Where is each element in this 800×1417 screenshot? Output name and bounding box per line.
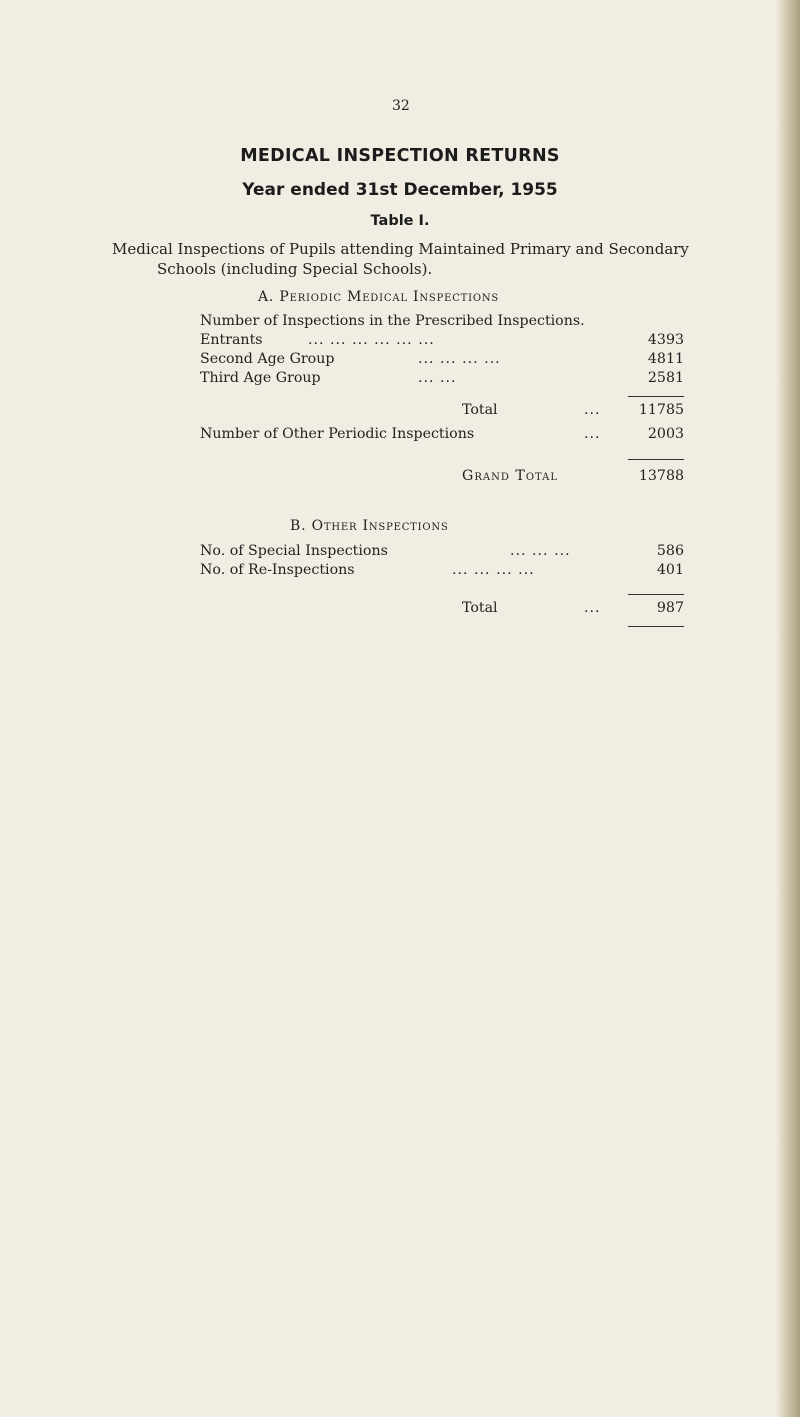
document-title: MEDICAL INSPECTION RETURNS bbox=[240, 146, 560, 166]
table-row bbox=[200, 560, 684, 580]
total-row bbox=[200, 598, 684, 618]
subtotal-rule bbox=[628, 396, 684, 397]
document-subtitle: Year ended 31st December, 1955 bbox=[242, 180, 558, 200]
dot-leader: ... bbox=[584, 402, 601, 418]
row-value: 4393 bbox=[647, 332, 684, 348]
dot-leader: ... bbox=[584, 600, 601, 616]
section-b-heading: B. Other Inspections bbox=[290, 518, 449, 534]
intro-line-2: Schools (including Special Schools). bbox=[157, 260, 433, 278]
table-label: Table I. bbox=[370, 213, 430, 229]
total-underline-rule bbox=[628, 626, 684, 627]
grand-total-value: 13788 bbox=[638, 468, 684, 484]
intro-text bbox=[112, 239, 792, 279]
table-row bbox=[200, 541, 684, 561]
other-periodic-value: 2003 bbox=[647, 426, 684, 442]
grand-total-rule bbox=[628, 459, 684, 460]
row-value: 4811 bbox=[647, 351, 684, 367]
dot-leader: ... ... ... ... bbox=[418, 351, 501, 367]
row-value: 401 bbox=[656, 562, 684, 578]
other-periodic-label: Number of Other Periodic Inspections bbox=[200, 426, 475, 442]
dot-leader: ... ... ... ... ... ... bbox=[308, 332, 435, 348]
dot-leader: ... ... bbox=[418, 370, 457, 386]
dot-leader: ... ... ... bbox=[510, 543, 571, 559]
table-row bbox=[200, 349, 684, 369]
total-value: 11785 bbox=[638, 402, 684, 418]
prescribed-inspections-heading-row bbox=[200, 311, 684, 331]
subtotal-rule bbox=[628, 594, 684, 595]
row-label: Entrants bbox=[200, 332, 263, 348]
page-number: 32 bbox=[392, 98, 410, 114]
total-row bbox=[200, 400, 684, 420]
table-row bbox=[200, 368, 684, 388]
intro-line-1: Medical Inspections of Pupils attending Maintained Primary and Secondary bbox=[112, 240, 689, 258]
grand-total-row bbox=[200, 466, 684, 486]
dot-leader: ... ... ... ... bbox=[452, 562, 535, 578]
table-row bbox=[200, 330, 684, 350]
grand-total-label: Grand Total bbox=[462, 468, 559, 484]
section-a-heading: A. Periodic Medical Inspections bbox=[258, 289, 500, 305]
total-value: 987 bbox=[656, 600, 684, 616]
row-label: No. of Re-Inspections bbox=[200, 562, 355, 578]
total-label: Total bbox=[462, 402, 498, 418]
row-label: No. of Special Inspections bbox=[200, 543, 388, 559]
row-label: Second Age Group bbox=[200, 351, 335, 367]
other-periodic-row bbox=[200, 424, 684, 444]
row-value: 586 bbox=[656, 543, 684, 559]
dot-leader: ... bbox=[584, 426, 601, 442]
row-label: Third Age Group bbox=[200, 370, 321, 386]
total-label: Total bbox=[462, 600, 498, 616]
row-value: 2581 bbox=[647, 370, 684, 386]
prescribed-inspections-heading: Number of Inspections in the Prescribed Inspections. bbox=[200, 313, 585, 329]
